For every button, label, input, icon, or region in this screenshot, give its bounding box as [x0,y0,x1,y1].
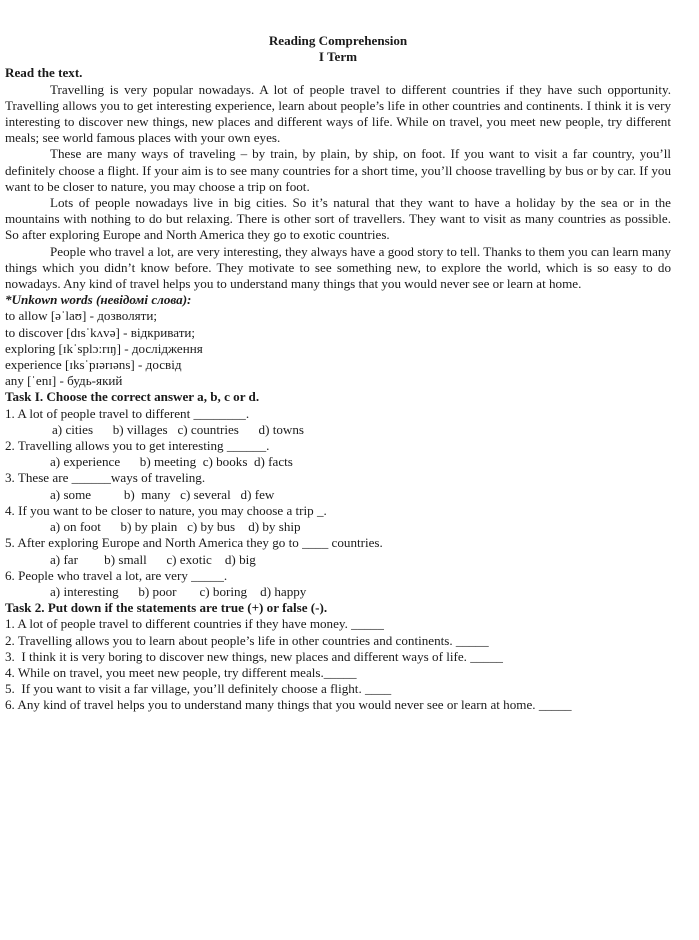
vocab-item: experience [ɪksˈpɪərɪəns] - досвід [5,357,182,373]
task1-question: 3. These are ______ways of traveling. [5,470,206,486]
vocab-item: any [ˈenɪ] - будь-який [5,373,123,389]
task1-options: a) experience b) meeting c) books d) facts [50,454,293,470]
task1-question: 5. After exploring Europe and North America they go to ____ countries. [5,535,383,551]
task2-statement: 1. A lot of people travel to different countries if they have money. _____ [5,616,384,632]
paragraph-4: People who travel a lot, are very interesting, they always have a good story to tell. Thanks to them you can learn many things which you didn’t know before. They motivate to see something new, to explore the world, which is so easy to do nowadays. Any kind of travel helps you to understand many things that you would never see or learn at home. [5,243,671,292]
paragraph-2: These are many ways of traveling – by train, by plain, by ship, on foot. If you want to visit a far country, you’ll definitely choose a flight. If your aim is to see many countries for a short time, you’ll choose travelling by bus or by car. If you want to be closer to nature, you may choose a trip on foot. [5,146,671,194]
paragraph-1: Travelling is very popular nowadays. A lot of people travel to different countries if they have such opportunity. Travelling allows you to get interesting experience, learn about people’s life in other countries and continents. I think it is very interesting to discover new things, new places and different ways of life. While on travel, you meet new people, try different meals; see world famous places with your own eyes. [5,81,671,146]
task2-heading: Task 2. Put down if the statements are true (+) or false (-). [5,600,328,616]
task1-question: 6. People who travel a lot, are very _____. [5,567,228,583]
task1-options: a) far b) small c) exotic d) big [50,551,256,567]
task1-question: 1. A lot of people travel to different ________. [5,405,250,421]
task1-options: a) interesting b) poor c) boring d) happy [50,583,307,599]
task2-statement: 4. While on travel, you meet new people, try different meals._____ [5,664,357,680]
task2-statement: 5. If you want to visit a far village, you’ll definitely choose a flight. ____ [5,681,392,697]
task1-question: 4. If you want to be closer to nature, you may choose a trip _. [5,502,327,518]
read-instruction: Read the text. [5,65,83,81]
task1-options: a) some b) many c) several d) few [50,486,275,502]
vocab-item: to discover [dɪsˈkʌvə] - відкривати; [5,324,196,340]
page-title: Reading Comprehension [268,33,408,48]
task1-question: 2. Travelling allows you to get interesting ______. [5,438,270,454]
paragraph-3: Lots of people nowadays live in big cities. So it’s natural that they want to have a holiday by the sea or in the mountains with nothing to do but relaxing. There is other sort of travellers. They want to visit as many countries as possible. So after exploring Europe and North America they go to exotic countries. [5,195,671,243]
worksheet-page [5,33,671,714]
page-subtitle: I Term [318,49,358,65]
task1-options: a) on foot b) by plain c) by bus d) by ship [50,519,301,535]
task2-statement: 6. Any kind of travel helps you to understand many things that you would never see or learn at home. _____ [5,697,572,713]
task2-statement: 3. I think it is very boring to discover new things, new places and different ways of life. _____ [5,648,503,664]
vocab-item: exploring [ɪkˈsplɔ:rɪŋ] - дослідження [5,340,203,356]
task2-statement: 2. Travelling allows you to learn about people’s life in other countries and continents. _____ [5,632,489,648]
task1-options: a) cities b) villages c) countries d) towns [52,421,304,437]
task1-heading: Task I. Choose the correct answer a, b, c or d. [5,389,260,405]
vocab-item: to allow [əˈlaʊ] - дозволяти; [5,308,158,324]
vocab-heading: *Unkown words (невідомі слова): [5,292,192,308]
